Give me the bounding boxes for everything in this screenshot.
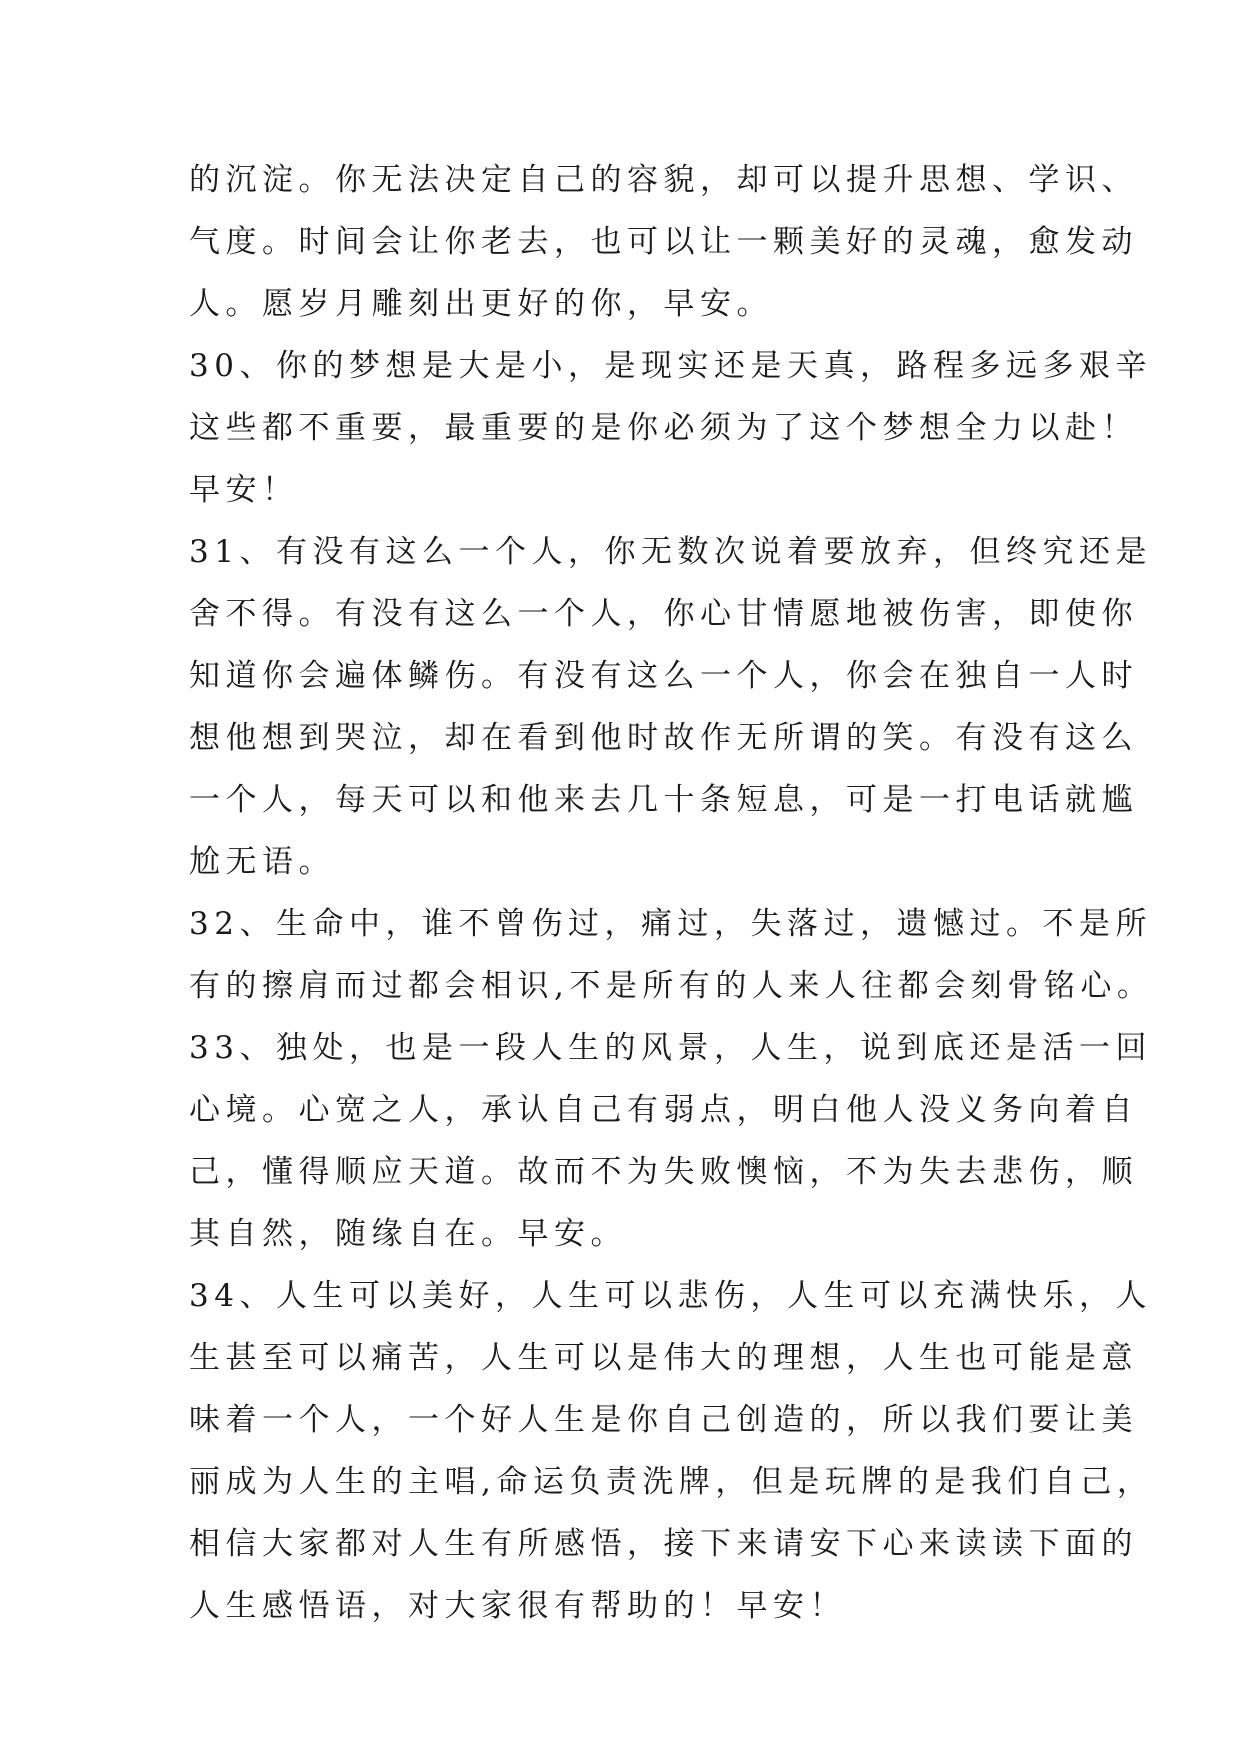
text-line: 其自然，随缘自在。早安。 [189, 1216, 627, 1252]
paragraph-item-31 [189, 521, 1152, 893]
text-line: 的沉淀。你无法决定自己的容貌，却可以提升思想、学识、 [189, 162, 1138, 198]
text-line: 知道你会遍体鳞伤。有没有这么一个人，你会在独自一人时 [189, 658, 1138, 694]
text-line: 32、生命中，谁不曾伤过，痛过，失落过，遗憾过。不是所 [189, 906, 1152, 942]
text-line: 想他想到哭泣，却在看到他时故作无所谓的笑。有没有这么 [189, 720, 1138, 756]
text-line: 一个人，每天可以和他来去几十条短息，可是一打电话就尴 [189, 782, 1138, 818]
text-line: 早安！ [189, 472, 299, 508]
text-line: 人。愿岁月雕刻出更好的你，早安。 [189, 286, 773, 322]
text-line: 气度。时间会让你老去，也可以让一颗美好的灵魂，愈发动 [189, 224, 1138, 260]
text-line: 这些都不重要，最重要的是你必须为了这个梦想全力以赴！ [189, 410, 1138, 446]
text-line: 味着一个人，一个好人生是你自己创造的，所以我们要让美 [189, 1402, 1138, 1438]
text-line: 34、人生可以美好，人生可以悲伤，人生可以充满快乐，人 [189, 1278, 1152, 1314]
paragraph-item-32 [189, 893, 1154, 1017]
text-line: 31、有没有这么一个人，你无数次说着要放弃，但终究还是 [189, 534, 1152, 570]
document-body [189, 149, 1154, 1637]
text-line: 人生感悟语，对大家很有帮助的！早安！ [189, 1588, 846, 1624]
text-line: 心境。心宽之人，承认自己有弱点，明白他人没义务向着自 [189, 1092, 1138, 1128]
text-line: 己，懂得顺应天道。故而不为失败懊恼，不为失去悲伤，顺 [189, 1154, 1138, 1190]
text-line: 尬无语。 [189, 844, 335, 880]
text-line: 33、独处，也是一段人生的风景，人生，说到底还是活一回 [189, 1030, 1152, 1066]
paragraph-item-30 [189, 335, 1152, 521]
paragraph-item-33 [189, 1017, 1152, 1265]
text-line: 生甚至可以痛苦，人生可以是伟大的理想，人生也可能是意 [189, 1340, 1138, 1376]
text-line: 30、你的梦想是大是小，是现实还是天真，路程多远多艰辛 [189, 348, 1152, 384]
text-line: 舍不得。有没有这么一个人，你心甘情愿地被伤害，即使你 [189, 596, 1138, 632]
text-line: 丽成为人生的主唱,命运负责洗牌，但是玩牌的是我们自己， [189, 1464, 1154, 1500]
paragraph-item-34 [189, 1265, 1154, 1637]
text-line: 相信大家都对人生有所感悟，接下来请安下心来读读下面的 [189, 1526, 1138, 1562]
text-line: 有的擦肩而过都会相识,不是所有的人来人往都会刻骨铭心。 [189, 968, 1154, 1004]
paragraph-continuation [189, 149, 1138, 335]
